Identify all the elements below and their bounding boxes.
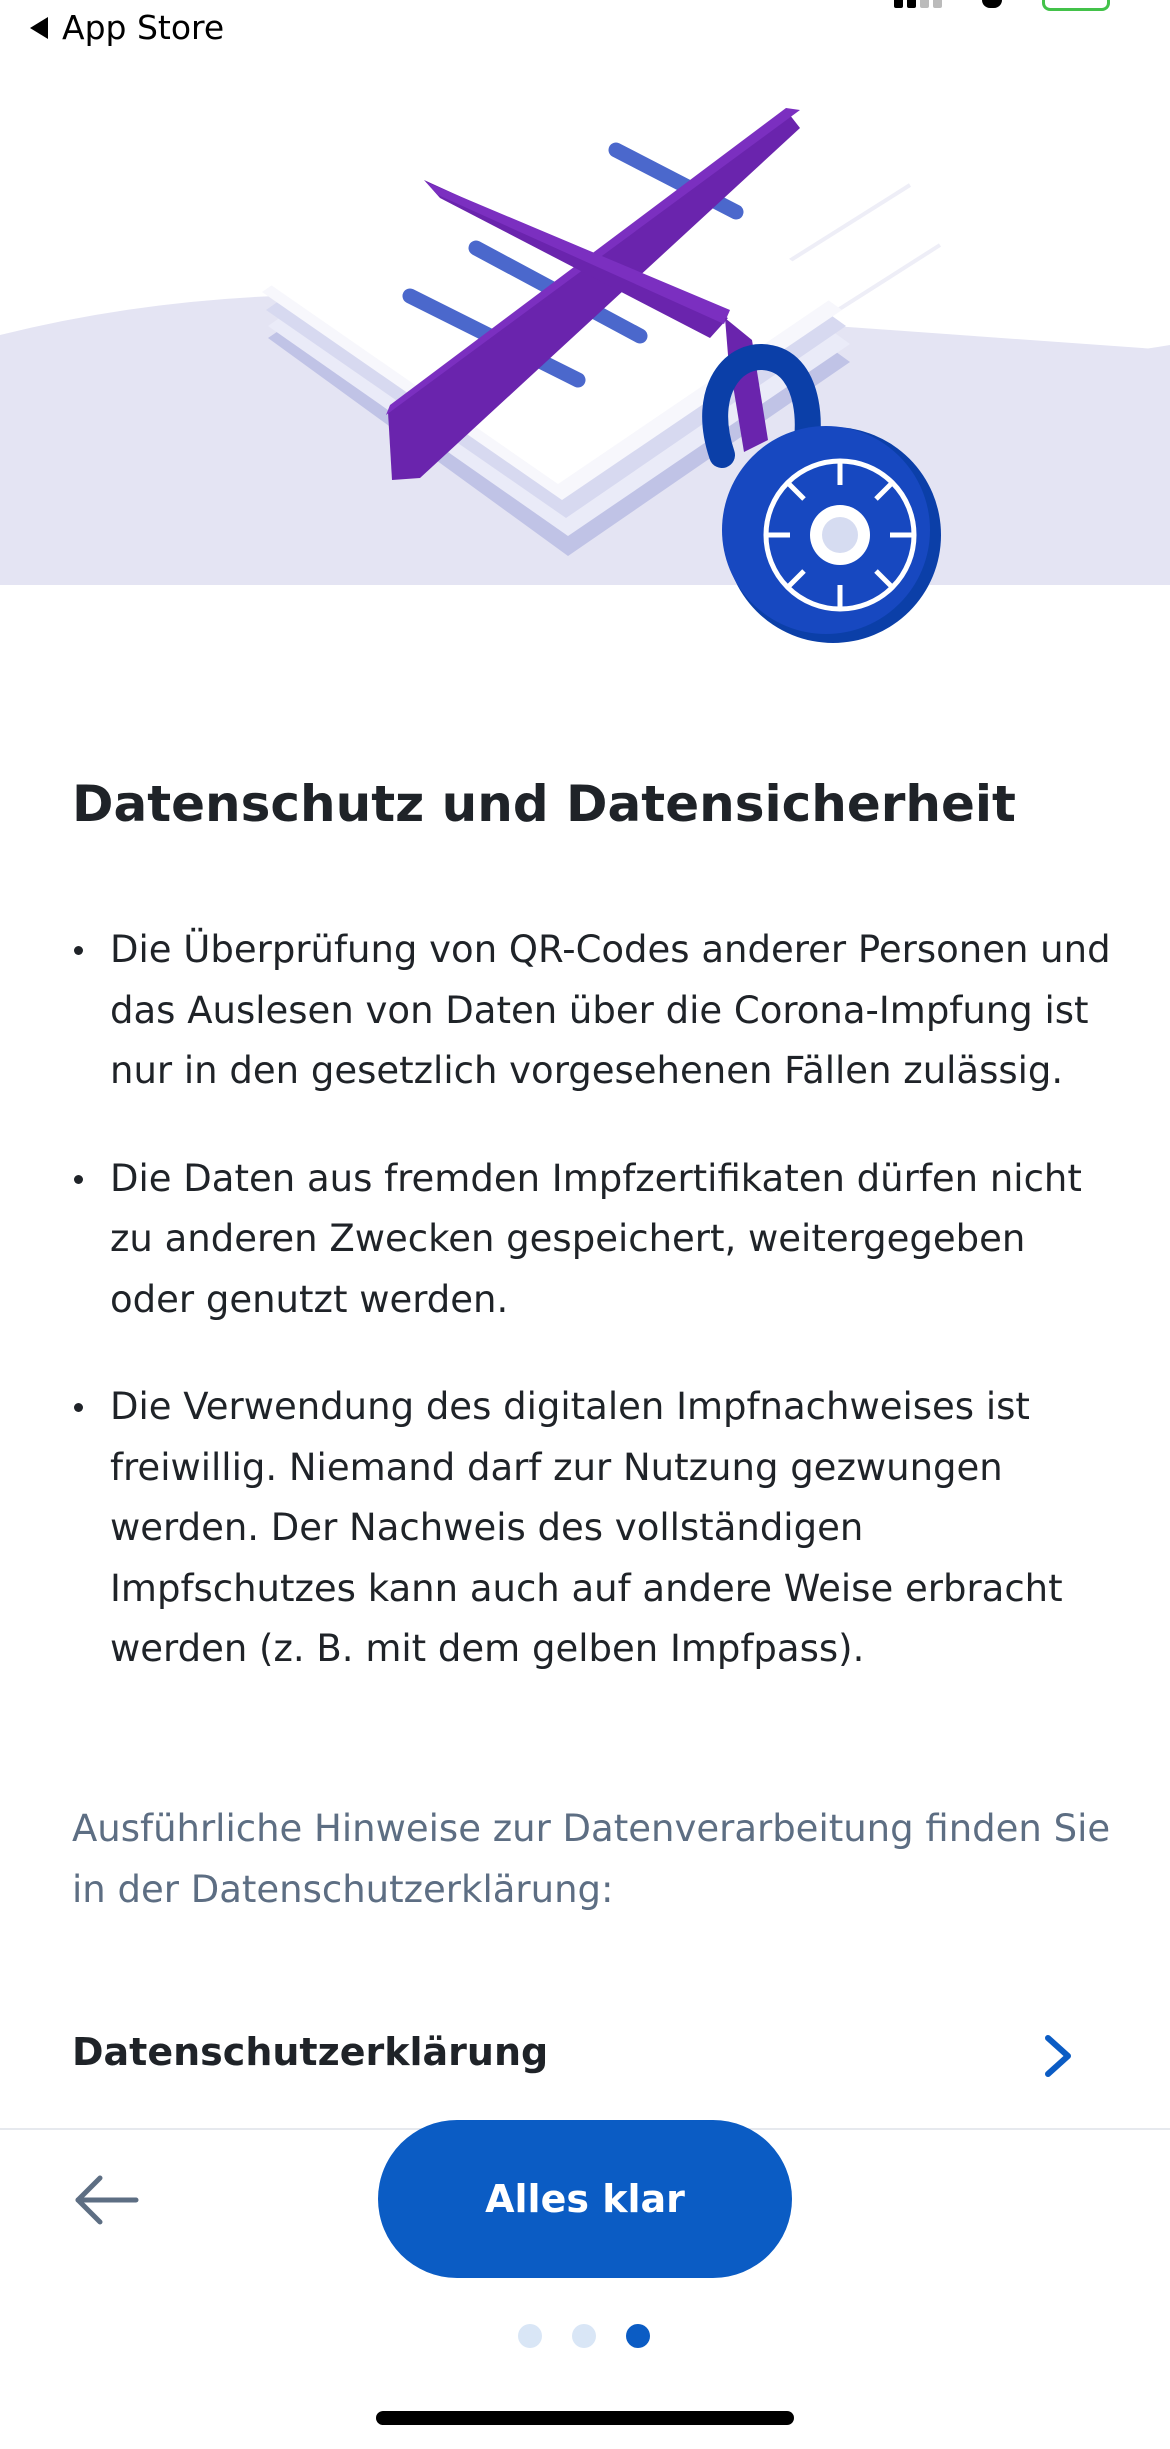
alles-klar-button[interactable]: Alles klar xyxy=(378,2120,792,2278)
list-item: Die Überprüfung von QR-Codes anderer Personen und das Auslesen von Daten über die Corona-Impfung ist nur in den gesetzlich vorgesehenen Fällen zulässig. xyxy=(72,920,1112,1102)
privacy-policy-label: Datenschutzerklärung xyxy=(72,2030,549,2074)
privacy-bullet-list xyxy=(72,920,1112,1727)
hero-illustration xyxy=(0,0,1170,660)
page-dot[interactable] xyxy=(518,2324,542,2348)
home-indicator[interactable] xyxy=(376,2411,794,2425)
page-title: Datenschutz und Datensicherheit xyxy=(72,775,1016,833)
list-item: Die Verwendung des digitalen Impfnachweises ist freiwillig. Niemand darf zur Nutzung gezwungen werden. Der Nachweis des vollständigen Impfschutzes kann auch auf andere Weise erbracht werden (z. B. mit dem gelben Impfpass). xyxy=(72,1377,1112,1680)
page-indicator xyxy=(518,2324,650,2348)
privacy-hint-text: Ausführliche Hinweise zur Datenverarbeitung finden Sie in der Datenschutzerklärung: xyxy=(72,1807,1111,1911)
list-item: Die Daten aus fremden Impfzertifikaten dürfen nicht zu anderen Zwecken gespeichert, weitergegeben oder genutzt werden. xyxy=(72,1149,1112,1331)
privacy-policy-link[interactable] xyxy=(0,2020,1170,2114)
page-dot[interactable] xyxy=(572,2324,596,2348)
page-dot-active[interactable] xyxy=(626,2324,650,2348)
back-app-label: App Store xyxy=(62,8,225,47)
chevron-right-icon xyxy=(1040,2034,1076,2078)
arrow-left-icon[interactable] xyxy=(72,2170,142,2230)
